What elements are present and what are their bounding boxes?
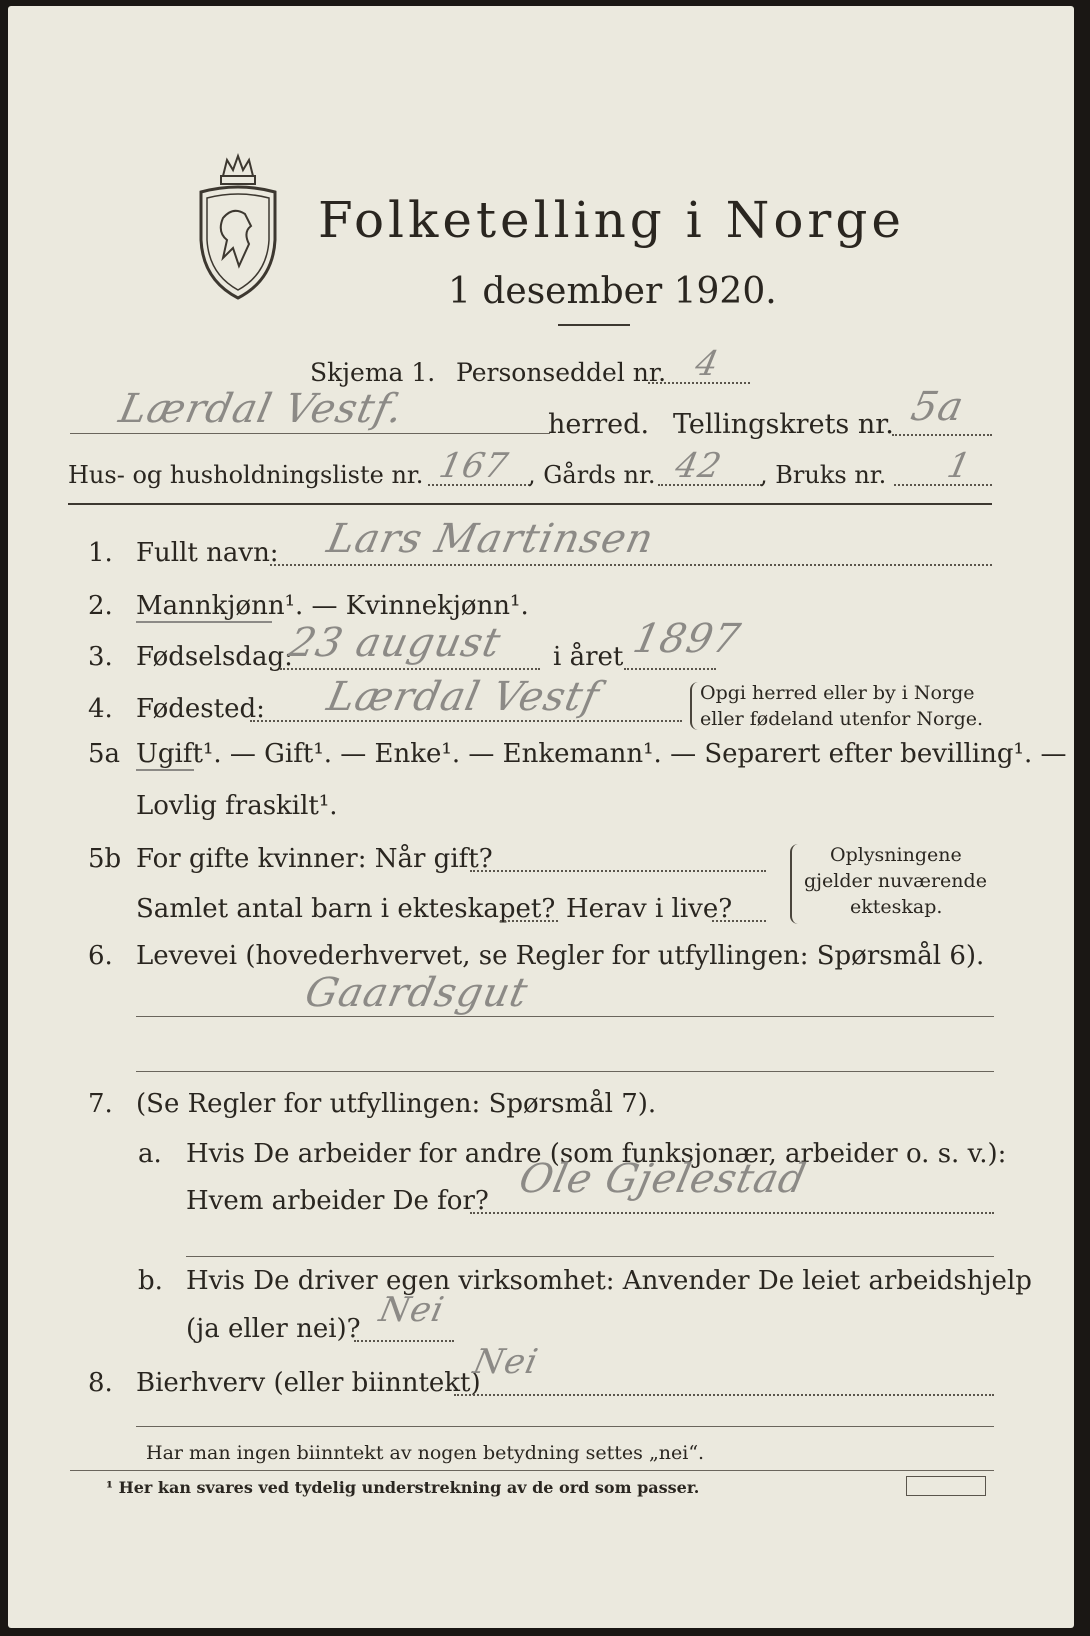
page-title: Folketelling i Norge xyxy=(318,191,905,249)
q3-date-line xyxy=(280,668,540,670)
coat-of-arms-icon xyxy=(193,148,283,306)
q2-number: 2. xyxy=(88,591,113,621)
q5b-number: 5b xyxy=(88,844,122,874)
q3-label: Fødselsdag: xyxy=(136,642,293,672)
q7a-extra-line xyxy=(186,1256,994,1257)
q4-label: Fødested: xyxy=(136,694,265,724)
q5b-married-line xyxy=(470,870,766,872)
q3-date-value: 23 august xyxy=(285,620,506,666)
q4-note-line2: eller fødeland utenfor Norge. xyxy=(700,708,984,730)
hus-value: 167 xyxy=(435,446,513,486)
q1-value: Lars Martinsen xyxy=(323,516,659,562)
q3-year-label: i året xyxy=(553,642,624,672)
q5b-note-line2: gjelder nuværende xyxy=(804,870,987,892)
tellingskrets-value: 5a xyxy=(907,384,969,430)
q3-year-line xyxy=(624,668,716,670)
q3-number: 3. xyxy=(88,642,113,672)
q6-label: Levevei (hovederhvervet, se Regler for utfyllingen: Spørsmål 6). xyxy=(136,941,985,971)
q8-number: 8. xyxy=(88,1368,113,1398)
q5b-brace xyxy=(790,844,798,924)
q5b-alive-label: Herav i live? xyxy=(566,894,733,924)
q5a-number: 5a xyxy=(88,739,121,769)
q5a-underline xyxy=(136,769,194,771)
q8-extra-line xyxy=(136,1426,994,1427)
q5b-line1: For gifte kvinner: Når gift? xyxy=(136,844,493,874)
q6-number: 6. xyxy=(88,941,113,971)
tellingskrets-label: Tellingskrets nr. xyxy=(673,409,894,440)
bruks-label: , Bruks nr. xyxy=(760,461,887,489)
q5b-note-line3: ekteskap. xyxy=(850,896,943,918)
q7b-value: Nei xyxy=(375,1290,449,1330)
q7a-line xyxy=(470,1212,994,1214)
herred-line xyxy=(70,433,550,434)
q5b-children-label: Samlet antal barn i ekteskapet? xyxy=(136,894,556,924)
q4-brace xyxy=(690,682,698,730)
tellingskrets-line xyxy=(892,434,992,436)
q5a-line2: Lovlig fraskilt¹. xyxy=(136,791,338,821)
gards-value: 42 xyxy=(671,446,726,486)
skjema-label: Skjema 1. xyxy=(310,358,436,387)
q7b-line2: (ja eller nei)? xyxy=(186,1314,361,1344)
q7b-line1: Hvis De driver egen virksomhet: Anvender De leiet arbeidshjelp xyxy=(186,1266,1032,1296)
q7-label: (Se Regler for utfyllingen: Spørsmål 7). xyxy=(136,1089,657,1119)
q7a-line1: Hvis De arbeider for andre (som funksjonær, arbeider o. s. v.): xyxy=(186,1139,1007,1169)
q7a-line2: Hvem arbeider De for? xyxy=(186,1186,489,1216)
census-form-page xyxy=(8,6,1074,1628)
title-underline xyxy=(558,324,630,326)
q7a-letter: a. xyxy=(138,1139,162,1169)
q5b-alive-line xyxy=(712,920,766,922)
q4-line xyxy=(250,720,682,722)
q7-number: 7. xyxy=(88,1089,113,1119)
gards-label: , Gårds nr. xyxy=(528,461,656,489)
personseddel-label: Personseddel nr. xyxy=(456,358,667,387)
q2-underline xyxy=(136,621,272,623)
q3-year-value: 1897 xyxy=(629,616,745,662)
footnote-divider xyxy=(70,1470,994,1471)
bruks-value: 1 xyxy=(943,446,975,486)
footer-note: Har man ingen biinntekt av nogen betydning settes „nei“. xyxy=(146,1442,705,1464)
census-date: 1 desember 1920. xyxy=(448,271,777,312)
q1-number: 1. xyxy=(88,538,113,568)
header-divider xyxy=(68,503,992,505)
q1-label: Fullt navn: xyxy=(136,538,279,568)
q2-label: Mannkjønn¹. — Kvinnekjønn¹. xyxy=(136,591,529,621)
q8-value: Nei xyxy=(469,1342,543,1382)
q5a-line1: Ugift¹. — Gift¹. — Enke¹. — Enkemann¹. — Separert efter bevilling¹. — xyxy=(136,739,1067,769)
herred-value: Lærdal Vestf. xyxy=(115,386,408,432)
printer-stamp-icon xyxy=(906,1476,986,1496)
q1-line xyxy=(270,564,992,566)
q5b-children-line xyxy=(500,920,558,922)
footnote: ¹ Her kan svares ved tydelig understrekning av de ord som passer. xyxy=(106,1478,700,1497)
hus-label: Hus- og husholdningsliste nr. xyxy=(68,461,424,489)
personseddel-value: 4 xyxy=(691,344,723,384)
q4-note-line1: Opgi herred eller by i Norge xyxy=(700,682,975,704)
q6-value: Gaardsgut xyxy=(301,970,533,1016)
q7b-letter: b. xyxy=(138,1266,163,1296)
q4-value: Lærdal Vestf xyxy=(323,674,604,720)
herred-label: herred. xyxy=(548,409,650,440)
q7a-value: Ole Gjelestad xyxy=(515,1156,811,1202)
q4-number: 4. xyxy=(88,694,113,724)
q6-line2 xyxy=(136,1071,994,1072)
q7b-line xyxy=(354,1340,454,1342)
q8-label: Bierhverv (eller biinntekt) xyxy=(136,1368,481,1398)
q8-line xyxy=(454,1394,994,1396)
q5b-note-line1: Oplysningene xyxy=(830,844,962,866)
q6-line1 xyxy=(136,1016,994,1017)
